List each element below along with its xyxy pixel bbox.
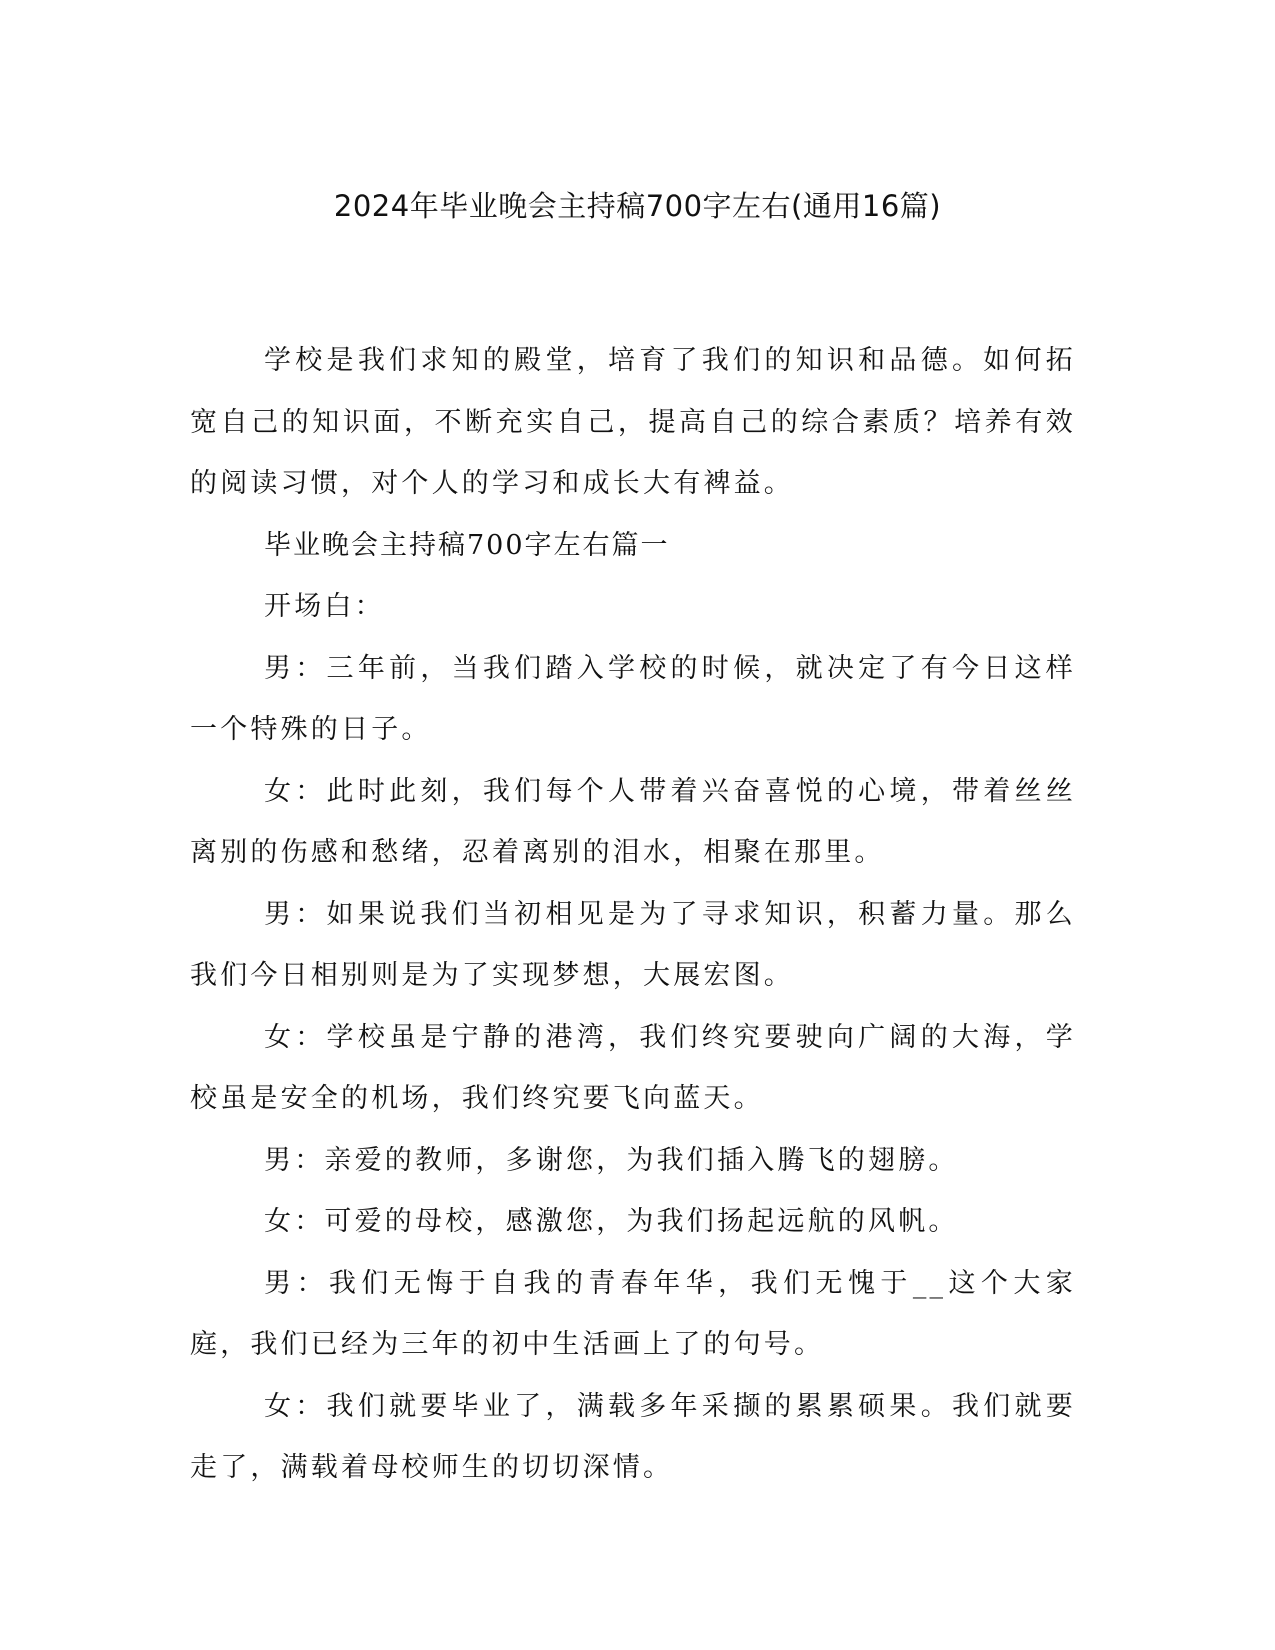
dialogue-paragraph: 女：可爱的母校，感激您，为我们扬起远航的风帆。: [264, 1206, 959, 1237]
section-heading: 毕业晚会主持稿700字左右篇一: [264, 529, 670, 561]
dialogue-paragraph: 女：学校虽是宁静的港湾，我们终究要驶向广阔的大海，学校虽是安全的机场，我们终究要飞向蓝天。: [190, 1021, 1076, 1114]
dialogue-paragraph: 女：我们就要毕业了，满载多年采撷的累累硕果。我们就要走了，满载着母校师生的切切深情。: [190, 1390, 1076, 1483]
intro-paragraph: 学校是我们求知的殿堂，培育了我们的知识和品德。如何拓宽自己的知识面，不断充实自己，提高自己的综合素质？培养有效的阅读习惯，对个人的学习和成长大有裨益。: [190, 345, 1076, 499]
document-title: 2024年毕业晚会主持稿700字左右(通用16篇): [333, 189, 942, 223]
document-body: [190, 330, 1076, 1499]
dialogue-paragraph: 男：亲爱的教师，多谢您，为我们插入腾飞的翅膀。: [264, 1144, 959, 1176]
opening-label: 开场白：: [264, 591, 385, 622]
dialogue-paragraph: 女：此时此刻，我们每个人带着兴奋喜悦的心境，带着丝丝离别的伤感和愁绪，忍着离别的泪水，相聚在那里。: [190, 775, 1076, 868]
dialogue-paragraph: 男：三年前，当我们踏入学校的时候，就决定了有今日这样一个特殊的日子。: [190, 652, 1076, 745]
dialogue-paragraph: 男：我们无悔于自我的青春年华，我们无愧于__这个大家庭，我们已经为三年的初中生活画上了的句号。: [190, 1267, 1076, 1360]
dialogue-paragraph: 男：如果说我们当初相见是为了寻求知识，积蓄力量。那么我们今日相别则是为了实现梦想，大展宏图。: [190, 898, 1076, 991]
